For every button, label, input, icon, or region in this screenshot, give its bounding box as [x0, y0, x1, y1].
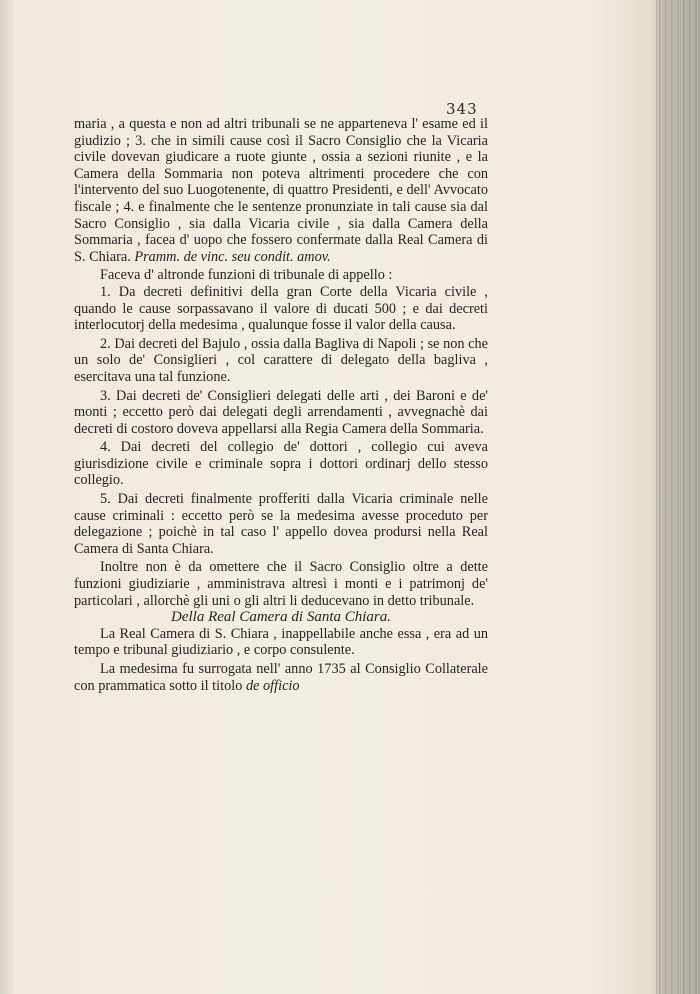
section-heading: Della Real Camera di Santa Chiara.: [171, 609, 391, 626]
paragraph: Inoltre non è da omettere che il Sacro Consiglio oltre a dette funzioni giudiziarie , amministrava altresì i monti e i patrimonj de' particolari , allorchè gli uni o gli altri li deducevano in detto tribunale.: [74, 559, 488, 609]
page-edge: [656, 0, 700, 994]
paragraph-text: La medesima fu surrogata nell' anno 1735 al Consiglio Collaterale con prammatica sotto il titolo: [74, 661, 488, 694]
paragraph: 5. Dai decreti finalmente profferiti dalla Vicaria criminale nelle cause criminali : eccetto però se la medesima avesse proceduto per delegazione ; poichè in tal caso l' appello dovea prodursi nella Real Camera di Santa Chiara.: [74, 491, 488, 557]
paragraph: [74, 116, 488, 265]
citation: Pramm. de vinc. seu condit. amov.: [134, 248, 331, 265]
paragraph-text: maria , a questa e non ad altri tribunali se ne apparteneva l' esame ed il giudizio ; 3. che in simili cause così il Sacro Consiglio che la Vicaria civile dovevan giudicare a ruote giunte , ossia a sezioni riunite , e la Camera della Sommaria non poteva altrimenti procedere che con l'intervento del suo Luogotenente, di quattro Presidenti, e dell' Avvocato fiscale ; 4. e finalmente che le sentenze pronunziate in tali cause sia dal Sacro Consiglio , sia dalla Vicaria civile , sia dalla Camera della Sommaria , facea d' uopo che fossero confermate dalla Real Camera di S. Chiara.: [74, 116, 488, 265]
paragraph: La Real Camera di S. Chiara , inappellabile anche essa , era ad un tempo e tribunal giudiziario , e corpo consulente.: [74, 625, 488, 659]
paragraph: 4. Dai decreti del collegio de' dottori , collegio cui aveva giurisdizione civile e criminale sopra i dottori ordinarj dello stesso collegio.: [74, 439, 488, 489]
page-gutter: [0, 0, 14, 994]
body-text: [74, 116, 488, 694]
paragraph: 2. Dai decreti del Bajulo , ossia dalla Bagliva di Napoli ; se non che un solo de' Consiglieri , col carattere di delegato della bagliva , esercitava una tal funzione.: [74, 335, 488, 385]
paragraph: 1. Da decreti definitivi della gran Corte della Vicaria civile , quando le cause sorpassavano il valore di ducati 500 ; e dai decreti interlocutorj della medesima , qualunque fosse il valor della causa.: [74, 283, 488, 334]
paragraph: [74, 661, 488, 694]
paragraph: Faceva d' altronde funzioni di tribunale di appello :: [100, 267, 393, 284]
italic-term: de officio: [245, 677, 300, 694]
paragraph: 3. Dai decreti de' Consiglieri delegati delle arti , dei Baroni e de' monti ; eccetto però dai delegati degli arrendamenti , avvegnachè dai decreti di costoro doveva appellarsi alla Regia Camera della Sommaria.: [74, 387, 488, 437]
page-number: 343: [446, 100, 478, 118]
